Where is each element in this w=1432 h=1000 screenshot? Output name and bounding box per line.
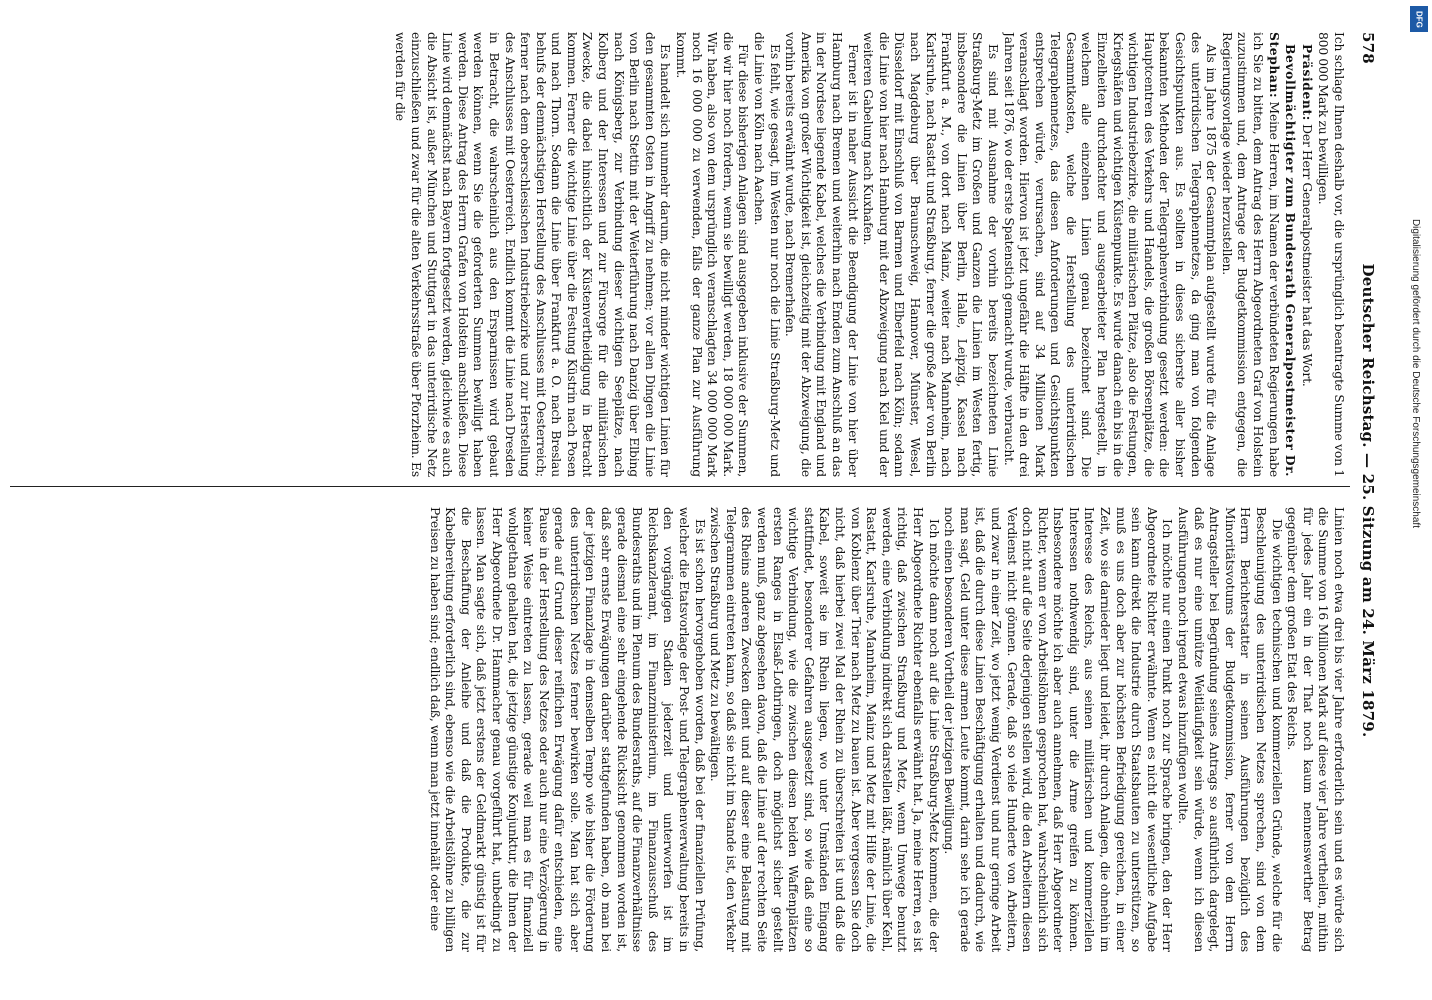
digitization-note-text: Digitalisierung gefördert durch die Deutsche Forschungsgemeinschaft (1410, 218, 1421, 528)
paragraph-text: Als im Jahre 1875 der Gesammtplan aufgestellt wurde für die Anlage des unterirdischen Telegraphennetzes, da ging man von folgenden Gesichtspunkten aus. Es sollten in dieses sicherste aller bisher bekannten Methoden der Telegraphenverbindung gesetzt werden: die Hauptcentren des Verkehrs und Handels, die großen Börsenplätze, die wichtigen Industriebezirke, die militärischen Plätze, also die Festungen, Kriegshäfen und wichtigen Küstenpunkte. Es wurde danach ein bis in die Einzelheiten durchdachter und ausgearbeiteter Plan hergestellt, in welchem alle einzelnen Linien genau bezeichnet sind. Die Gesammtkosten, welche die Herstellung des unterirdischen Telegraphennetzes, das diesen Anforderungen und Gesichtspunkten entsprechen würde, verursachen, sind auf 34 Millionen Mark veranschlagt worden. Hiervon ist jetzt ungefähr die Hälfte in den drei Jahren seit 1876, wo der erste Spatenstich gemacht wurde, verbraucht. (1001, 32, 1219, 477)
paragraph-text: Für diese bisherigen Anlagen sind ausgegeben inklusive der Summen, die wir hier noch fordern, wenn sie bewilligt werden, 18 000 000 Mark. Wir haben, also von dem ursprünglich veranschlagten 34 000 000 Mark noch 16 000 000 zu verwenden, falls der ganze Plan zur Ausführung kommt. (674, 32, 751, 477)
page-header (1356, 32, 1380, 967)
speech-paragraph (1218, 32, 1298, 477)
paragraph-text: Linien noch etwa drei bis vier Jahre erforderlich sein und es würde sich die Summe von 16 Millionen Mark auf diese vier Jahre vertheilen, mithin für jedes Jahr ein in der That noch kaum nennenswerther Betrag gegenüber dem großen Etat des Reichs. (1285, 507, 1346, 952)
paragraph-text: Der Herr Generalpostmeister hat das Wort. (1299, 124, 1314, 387)
speaker-name: Bevollmächtigter zum Bundesrath Generalpostmeister Dr. Stephan: (1266, 32, 1299, 477)
paragraph (1315, 32, 1346, 477)
right-column (16, 507, 1346, 952)
paragraph (1284, 507, 1346, 952)
paragraph-text: Ich schlage Ihnen deshalb vor, die ursprünglich beantragte Summe von 1 800 000 Mark zu bewilligen. (1316, 32, 1346, 477)
paragraph (1174, 507, 1283, 952)
paragraph (392, 32, 673, 477)
paragraph (707, 507, 941, 952)
speech-paragraph (1298, 32, 1315, 477)
paragraph (672, 32, 750, 477)
paragraph-text: Die wichtigen technischen und kommerziellen Gründe, welche für die Beschleunigung des unterirdischen Netzes sprechen, sind von dem Herrn Berichterstatter in seinen Ausführungen bezüglich des Minoritätsvotums der Budgetkommission, ferner von dem Herrn Antragsteller bei Begründung seines Antrags so ausführlich dargelegt, daß es nur eine unnütze Weitläufigkeit sein würde, wenn ich diesen Ausführungen noch irgend etwas hinzufügen wollte. (1176, 507, 1284, 952)
paragraph (1000, 32, 1218, 477)
speaker-name: Präsident: (1299, 44, 1315, 121)
column-divider (10, 486, 1350, 487)
paragraph-text: Es handelt sich nunmehr darum, die nicht minder wichtigen Linien für den gesammten Osten in Angriff zu nehmen; vor allen Dingen die Linie von Berlin nach Stettin mit der Weiterführung nach Danzig über Elbing nach Königsberg, zur Verbindung dieser wichtigen Seeplätze, nach Kolberg und der Interessen und zur Fürsorge für die militärischen Zwecke, die dabei hinsichtlich der Küstenvertheidigung in Betracht kommen. Ferner die wichtige Linie über die Festung Küstrin nach Posen und nach Thorn. Sodann die Linie über Frankfurt a. O. nach Breslau behufs der demnächstigen Herstellung des Anschlusses mit Oesterreich; ferner nach dem oberschlesischen Industriebezirke und zur Herstellung des Anschlusses mit Oesterreich. Endlich kommt die Linie nach Dresden in Betracht, die wahrscheinlich aus den Ersparnissen wird gebaut werden können, wenn Sie die geforderten Summen bewilligt haben werden. Diese Antrag des Herrn Grafen von Holstein anschließen. Diese Linie wird demnächst nach Bayern fortgesetzt werden, gleichwie es auch die Absicht ist, außer München und Stuttgart in das unterirdische Netz einzuschließen und zwar für die alten Verkehrsstraße über Pforzheim. Es werden für die (393, 32, 673, 477)
paragraph (782, 32, 860, 477)
paragraph-text: Es sind mit Ausnahme der vorhin bereits bezeichneten Linie Straßburg-Metz im Großen und Ganzen die Linien im Westen fertig, insbesondere die Linien über Berlin, Halle, Leipzig, Kassel nach Frankfurt a. M., von dort nach Mainz, weiter nach Mannheim, nach Karlsruhe, nach Rastatt und Straßburg, ferner die große Ader von Berlin nach Magdeburg über Braunschweig, Hannover, Münster, Wesel, Düsseldorf mit Einschluß von Barmen und Elberfeld nach Köln; sodann die Linie von hier nach Hamburg mit der Abzweigung nach Kiel und der weiteren Gabelung nach Kuxhafen. (861, 32, 1000, 477)
paragraph-text: Ich möchte nur einen Punkt noch zur Sprache bringen, den der Herr Abgeordnete Richter erwähnte. Wenn es nicht die wesentliche Aufgabe sein kann direkt die Industrie durch Staatsbauten zu unterstützen, so muß es uns doch aber zur höchsten Befriedigung gereichen, in einer Zeit, wo sie darnieder liegt und leidet, ihr durch Anlagen, die ohnehin im Interesse des Reichs, aus seinen militärischen und kommerziellen Interessen nothwendig sind, unter die Arme greifen zu können. Insbesondere möchte ich aber auch annehmen, daß Herr Abgeordneter Richter, wenn er von Arbeitslöhnen gesprochen hat, wahrscheinlich sich doch nicht auf die Seite derjenigen stellen wird, die den Arbeitern diesen Verdienst nicht gönnen. Gerade, daß so viele Hunderte von Arbeitern, und zwar in einer Zeit, wo jetzt wenig Verdienst und nur geringe Arbeit ist, daß die durch diese Linien Beschäftigung erhalten und dadurch, wie man sagt, Geld unter diese armen Leute kommt, darin sehe ich gerade noch einen besonderen Vortheil der jetzigen Bewilligung. (942, 507, 1175, 952)
paragraph-text: Ich möchte dann noch auf die Linie Straßburg-Metz kommen, die der Herr Abgeordnete Richter ebenfalls erwähnt hat. Ja, meine Herren, es ist richtig, daß zwischen Straßburg und Metz, wenn Umwege benutzt werden, eine Verbindung indirekt sich darstellen läßt, nämlich über Kehl, Rastatt, Karlsruhe, Mannheim, Mainz und Metz mit Hilfe der Linie, die von Koblenz über Trier nach Metz zu bauen ist. Aber vergessen Sie doch nicht, daß hierbei zwei Mal der Rhein zu überschreiten ist und daß die Kabel, soweit sie im Rhein liegen, wo unter Umständen Eingang stattfindet, besonderer Gefahren ausgesetzt sind, so wie daß eine so wichtige Verbindung, wie die zwischen diesen beiden Waffenplätzen ersten Ranges in Elsaß-Lothringen, doch möglichst sicher gestellt werden muß, ganz abgesehen davon, daß die Linie auf der rechten Seite des Rheins anderen Zwecken dient und auf dieser eine Belastung mit Telegrammen eintreten kann, so daß sie nicht im Stande ist, den Verkehr zwischen Straßburg und Metz zu bewältigen. (708, 507, 941, 952)
paragraph (941, 507, 1175, 952)
page-number: 578 (1359, 32, 1377, 64)
rotated-page (0, 2, 1390, 992)
left-column (16, 32, 1346, 477)
paragraph-text: Es fehlt, wie gesagt, im Westen nur noch die Linie Straßburg-Metz und die Linie von Köln nach Aachen. (752, 32, 782, 477)
paragraph (426, 507, 707, 952)
paragraph-text: Ferner ist in naher Aussicht die Beendigung der Linie von hier über Hamburg nach Bremen und weiterhin nach Emden zum Anschluß an das in der Nordsee liegende Kabel, welches die Verbindung mit England und Amerika von großer Wichtigkeit ist, gleichzeitig mit der Abzweigung, die vorhin bereits erwähnt wurde, nach Bremerhafen. (783, 32, 860, 477)
paragraph-text: Es ist schon hervorgehoben worden, daß bei der finanziellen Prüfung, welcher die Etatsvorlage der Post- und Telegraphenverwaltung bereits in den vorgängigen Stadien jederzeit und unterworfen ist im Reichskanzleramt, im Finanzministerium, im Finanzausschuß des Bundesraths und im Plenum des Bundesraths, auf die Finanzverhältnisse gerade diesmal eine sehr eingehende Rücksicht genommen worden ist, daß sehr ernste Erwägungen darüber stattgefunden haben, ob man bei der jetzigen Finanzlage in demselben Tempo wie bisher die Förderung des unterirdischen Netzes ferner bewirken solle. Man hat sich aber gerade auf Grund dieser reiflichen Erwägung dafür entschieden, eine Pause in der Herstellung des Netzes oder auch nur eine Verzögerung in keiner Weise eintreten zu lassen, gerade weil man es für finanziell wohlgethan gehalten hat, die jetzige günstige Konjunktur, die Ihnen der Herr Abgeordnete Dr. Hammacher genau vorgeführt hat, unbedingt zu lassen. Man sagte sich, daß jetzt erstens der Geldmarkt günstig ist für die Beschaffung der Anleihe und daß die Produkte, die zur Kabelbereitung erforderlich sind, ebenso wie die Arbeitslöhne zu billigen Preisen zu haben sind; endlich daß, wenn man jetzt innehält oder eine (427, 507, 707, 952)
page-title: Deutscher Reichstag. — 25. Sitzung am 24. März 1879. (1359, 263, 1377, 738)
dfg-logo: DFG (1410, 6, 1428, 32)
digitization-note (1408, 8, 1430, 528)
paragraph-text: Meine Herren, im Namen der verbündeten Regierungen habe ich Sie zu bitten, dem Antrag des Herrn Abgeordneten Graf von Holstein zuzustimmen und, dem Antrage der Budgetkommission entgegen, die Regierungsvorlage wieder herzustellen. (1219, 32, 1281, 477)
paragraph (750, 32, 781, 477)
paragraph (860, 32, 1000, 477)
